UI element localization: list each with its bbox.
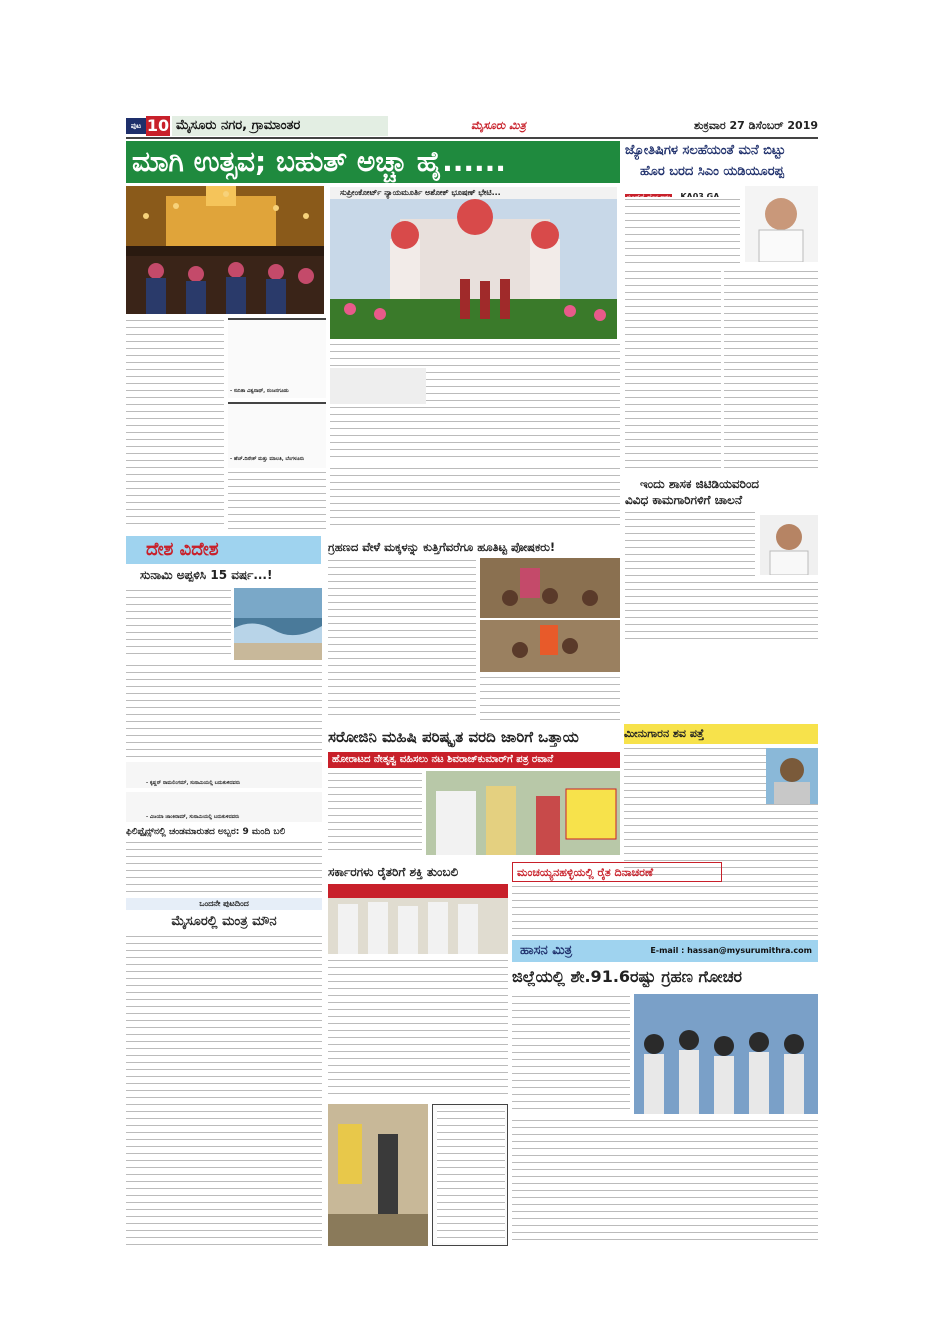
- lead-quote-2: [228, 402, 326, 468]
- works-headline-line2: ವಿವಿಧ ಕಾಮಗಾರಿಗಳಿಗೆ ಚಾಲನೆ: [625, 493, 743, 507]
- lead-text-col3: [228, 470, 326, 530]
- desha-quote-2-attr: - ವಿಜಯಾ ಜಾಂಕಿರಾಮ್, ಸುನಾಮಿಯಲ್ಲಿ ಬದುಕುಳಿದವರು: [146, 814, 240, 820]
- hassan-headline: ಜಿಲ್ಲೆಯಲ್ಲಿ ಶೇ.91.6ರಷ್ಟು ಗ್ರಹಣ ಗೋಚರ: [512, 967, 743, 986]
- front-cont-text: [126, 934, 322, 1246]
- lead-headline: ಮಾಗಿ ಉತ್ಸವ; ಬಹುತ್ ಅಚ್ಚಾ ಹೈ......: [126, 141, 620, 183]
- philippines-text: [126, 840, 322, 892]
- lead-photo-crowd: [330, 368, 426, 404]
- section-title: ಮೈಸೂರು ನಗರ, ಗ್ರಾಮಾಂತರ: [172, 116, 388, 136]
- desha-headline: ಸುನಾಮಿ ಅಪ್ಪಳಿಸಿ 15 ವರ್ಷ...!: [140, 568, 273, 582]
- eclipse-text-2: [480, 675, 620, 720]
- mla-portrait: [760, 515, 818, 575]
- eclipse-photo-2: [480, 620, 620, 672]
- page-label: ಪುಟ: [126, 118, 146, 134]
- desha-text-top: [126, 588, 231, 660]
- eclipse-photo-1: [480, 558, 620, 618]
- hassan-banner: [512, 940, 818, 962]
- lead-text-lower: [330, 466, 620, 530]
- cm-headline-line1: ಜ್ಯೋತಿಷಿಗಳ ಸಲಹೆಯಂತೆ ಮನೆ ಬಿಟ್ಟು: [625, 143, 786, 158]
- boxed-item-text: [437, 1109, 505, 1243]
- cm-headline-line2: ಹೊರ ಬರದ ಸಿಎಂ ಯಡಿಯೂರಪ್ಪ: [640, 164, 784, 179]
- page-number: 10: [146, 116, 170, 135]
- philippines-headline: ಫಿಲಿಪ್ಪೈನ್ಸ್‌ನಲ್ಲಿ ಚಂಡಮಾರುತದ ಅಬ್ಬರ: 9 ಮಂದಿ ಬಲಿ: [126, 827, 286, 837]
- hassan-text-bottom: [512, 1118, 818, 1246]
- desha-banner: [126, 536, 321, 564]
- hassan-banner-text: ಹಾಸನ ಮಿತ್ರ: [520, 943, 573, 958]
- lead-text-col1: [126, 318, 224, 530]
- eclipse-text: [328, 558, 476, 720]
- lower-mid-photo: [328, 1104, 428, 1246]
- front-cont-label: ಒಂದನೇ ಪುಟದಿಂದ: [126, 898, 322, 910]
- hassan-email: E-mail : hassan@mysurumithra.com: [650, 946, 812, 955]
- sarojini-subhead: ಹೋರಾಟದ ನೇತೃತ್ವ ವಹಿಸಲು ನಟ ಶಿವರಾಜ್‌ಕುಮಾರ್‌ಗೆ ಪತ್ರ ರವಾನೆ: [328, 752, 620, 768]
- hassan-text-left: [512, 994, 630, 1114]
- issue-date: ಶುಕ್ರವಾರ 27 ಡಿಸೆಂಬರ್ 2019: [693, 119, 818, 132]
- car-plate-label: [625, 184, 740, 196]
- lower-mid-text: [328, 1042, 508, 1100]
- cm-text-col2: [724, 269, 818, 469]
- desha-quote-attr: - ಕೃಷ್ಣನ್ ರಾಮಲಿಂಗಮ್, ಸುನಾಮಿಯಲ್ಲಿ ಬದುಕುಳಿದವರು: [146, 780, 241, 786]
- works-headline-line1: ಇಂದು ಶಾಸಕ ಜಿಟಿಡಿಯವರಿಂದ: [640, 477, 760, 491]
- fisher-headline: ಮೀನುಗಾರನ ಶವ ಪತ್ತೆ: [624, 724, 818, 744]
- fisher-portrait: [766, 748, 818, 804]
- desha-text-body: [126, 663, 322, 759]
- cm-intro-text: [625, 197, 740, 265]
- hassan-photo-crowd: [634, 994, 818, 1114]
- works-text-full: [625, 580, 818, 640]
- manchayya-headline: ಮಂಚಯ್ಯನಹಳ್ಳಿಯಲ್ಲಿ ರೈತ ದಿನಾಚರಣೆ: [512, 862, 722, 882]
- quote-2-attr: - ಹೆಚ್.ದಿನೇಶ್ ಮತ್ತು ಮಾಲತಿ, ಬೆಂಗಳೂರು: [230, 456, 305, 462]
- cm-text-col1: [625, 269, 721, 469]
- desha-quote-2: [126, 792, 322, 822]
- page-header: [126, 116, 818, 136]
- lead-quote-1: [228, 318, 326, 398]
- manchayya-text: [512, 884, 818, 936]
- cm-portrait: [745, 186, 818, 262]
- quote-1-attr: - ಸುನಿತಾ ವಿಶ್ವನಾಥ್, ನಂಜನಗೂಡು: [230, 388, 289, 394]
- desha-banner-text: ದೇಶ ವಿದೇಶ: [146, 539, 219, 560]
- tsunami-photo: [234, 588, 322, 660]
- masthead-logo: ಮೈಸೂರು ಮಿತ್ರ: [471, 119, 526, 132]
- header-rule: [126, 137, 818, 139]
- sarojini-headline: ಸರೋಜಿನಿ ಮಹಿಷಿ ಪರಿಷ್ಕೃತ ವರದಿ ಜಾರಿಗೆ ಒತ್ತಾಯ: [328, 728, 579, 746]
- farmers-text: [328, 958, 508, 1038]
- farmers-photo: [328, 884, 508, 954]
- sarojini-photo: [426, 771, 620, 855]
- farmers-headline: ಸರ್ಕಾರಗಳು ರೈತರಿಗೆ ಶಕ್ತಿ ತುಂಬಲಿ: [328, 865, 459, 879]
- lead-photo-flower-palace: [330, 199, 617, 339]
- front-cont-headline: ಮೈಸೂರಲ್ಲಿ ಮಂತ್ರ ಮೌನ: [171, 914, 277, 929]
- lower-mid-boxed-item: [432, 1104, 508, 1246]
- lead-photo-caption: ಸುಪ್ರೀಂಕೋರ್ಟ್ ನ್ಯಾಯಮೂರ್ತಿ ಅಶೋಕ್ ಭೂಷಣ್ ಭೇಟಿ...: [330, 187, 617, 199]
- lead-photo-night: [126, 186, 324, 314]
- eclipse-headline: ಗ್ರಹಣದ ವೇಳೆ ಮಕ್ಕಳನ್ನು ಕುತ್ತಿಗೆವರೆಗೂ ಹೂತಿಟ್ಟ ಪೋಷಕರು!: [328, 540, 556, 554]
- desha-quote: [126, 762, 322, 788]
- sarojini-text-left: [328, 771, 422, 839]
- sarojini-text-bottom: [328, 840, 422, 856]
